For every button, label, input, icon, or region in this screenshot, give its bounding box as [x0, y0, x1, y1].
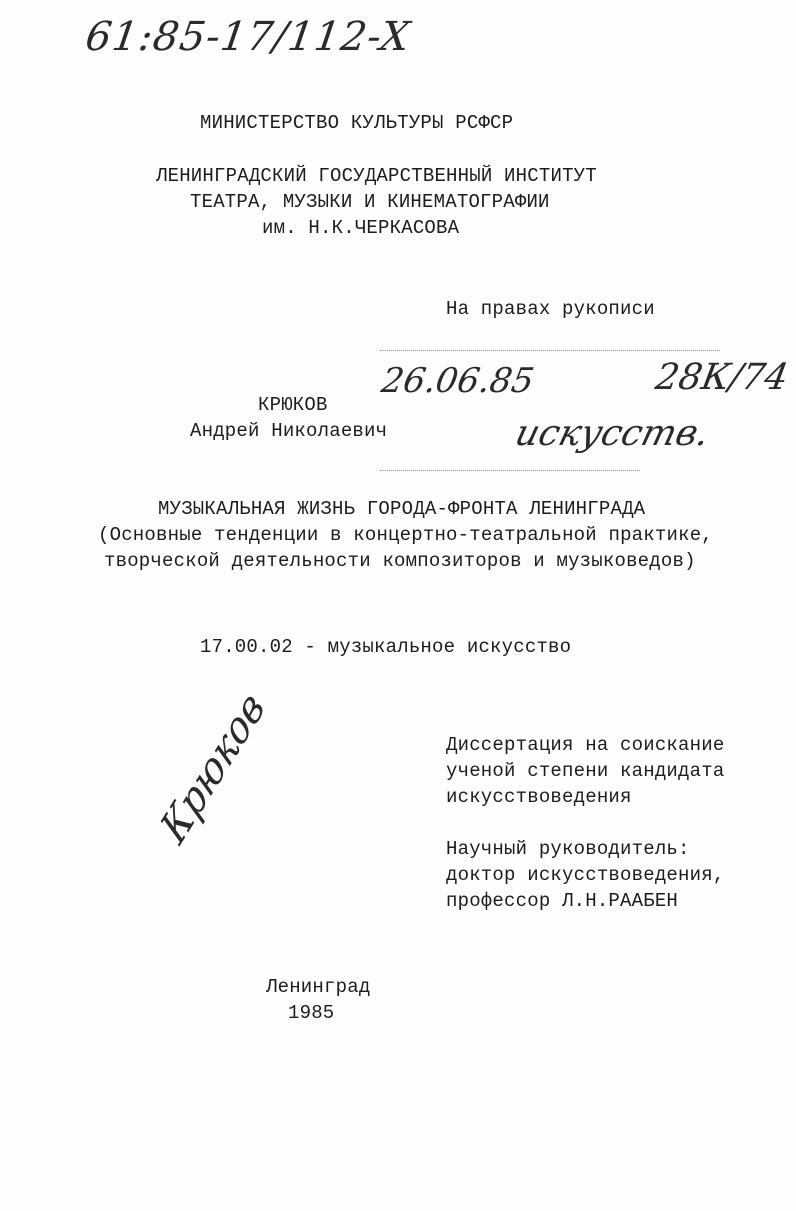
institute-line-1: ЛЕНИНГРАДСКИЙ ГОСУДАРСТВЕННЫЙ ИНСТИТУТ	[156, 165, 597, 187]
stamp-border-top	[380, 350, 720, 351]
dissertation-info-line-2: ученой степени кандидата	[446, 760, 725, 782]
stamp-date: 26.06.85	[378, 361, 537, 401]
city: Ленинград	[266, 976, 371, 998]
supervisor-label: Научный руководитель:	[446, 838, 690, 860]
dissertation-subtitle-line-2: творческой деятельности композиторов и музыковедов)	[104, 550, 696, 572]
stamp-border-bottom	[380, 470, 640, 471]
author-signature: Крюков	[153, 682, 274, 854]
dissertation-subtitle-line-1: (Основные тенденции в концертно-театральной практике,	[98, 524, 713, 546]
author-name: Андрей Николаевич	[190, 420, 388, 442]
specialty-code: 17.00.02 - музыкальное искусство	[200, 636, 572, 658]
institute-line-3: им. Н.К.ЧЕРКАСОВА	[262, 217, 460, 239]
stamp-registry-number: 28К/74	[652, 357, 792, 398]
dissertation-info-line-1: Диссертация на соискание	[446, 734, 725, 756]
stamp-department: искусств.	[511, 413, 714, 454]
supervisor-name: профессор Л.Н.РААБЕН	[446, 890, 679, 912]
archive-code: 61:85-17/112-X	[82, 14, 414, 60]
author-surname: КРЮКОВ	[258, 394, 328, 416]
supervisor-degree: доктор искусствоведения,	[446, 864, 725, 886]
institute-line-2: ТЕАТРА, МУЗЫКИ И КИНЕМАТОГРАФИИ	[190, 191, 550, 213]
dissertation-title: МУЗЫКАЛЬНАЯ ЖИЗНЬ ГОРОДА-ФРОНТА ЛЕНИНГРАДА	[158, 498, 646, 520]
dissertation-info-line-3: искусствоведения	[446, 786, 632, 808]
ministry-name: МИНИСТЕРСТВО КУЛЬТУРЫ РСФСР	[200, 112, 514, 134]
manuscript-rights: На правах рукописи	[446, 298, 655, 320]
year: 1985	[288, 1002, 335, 1024]
